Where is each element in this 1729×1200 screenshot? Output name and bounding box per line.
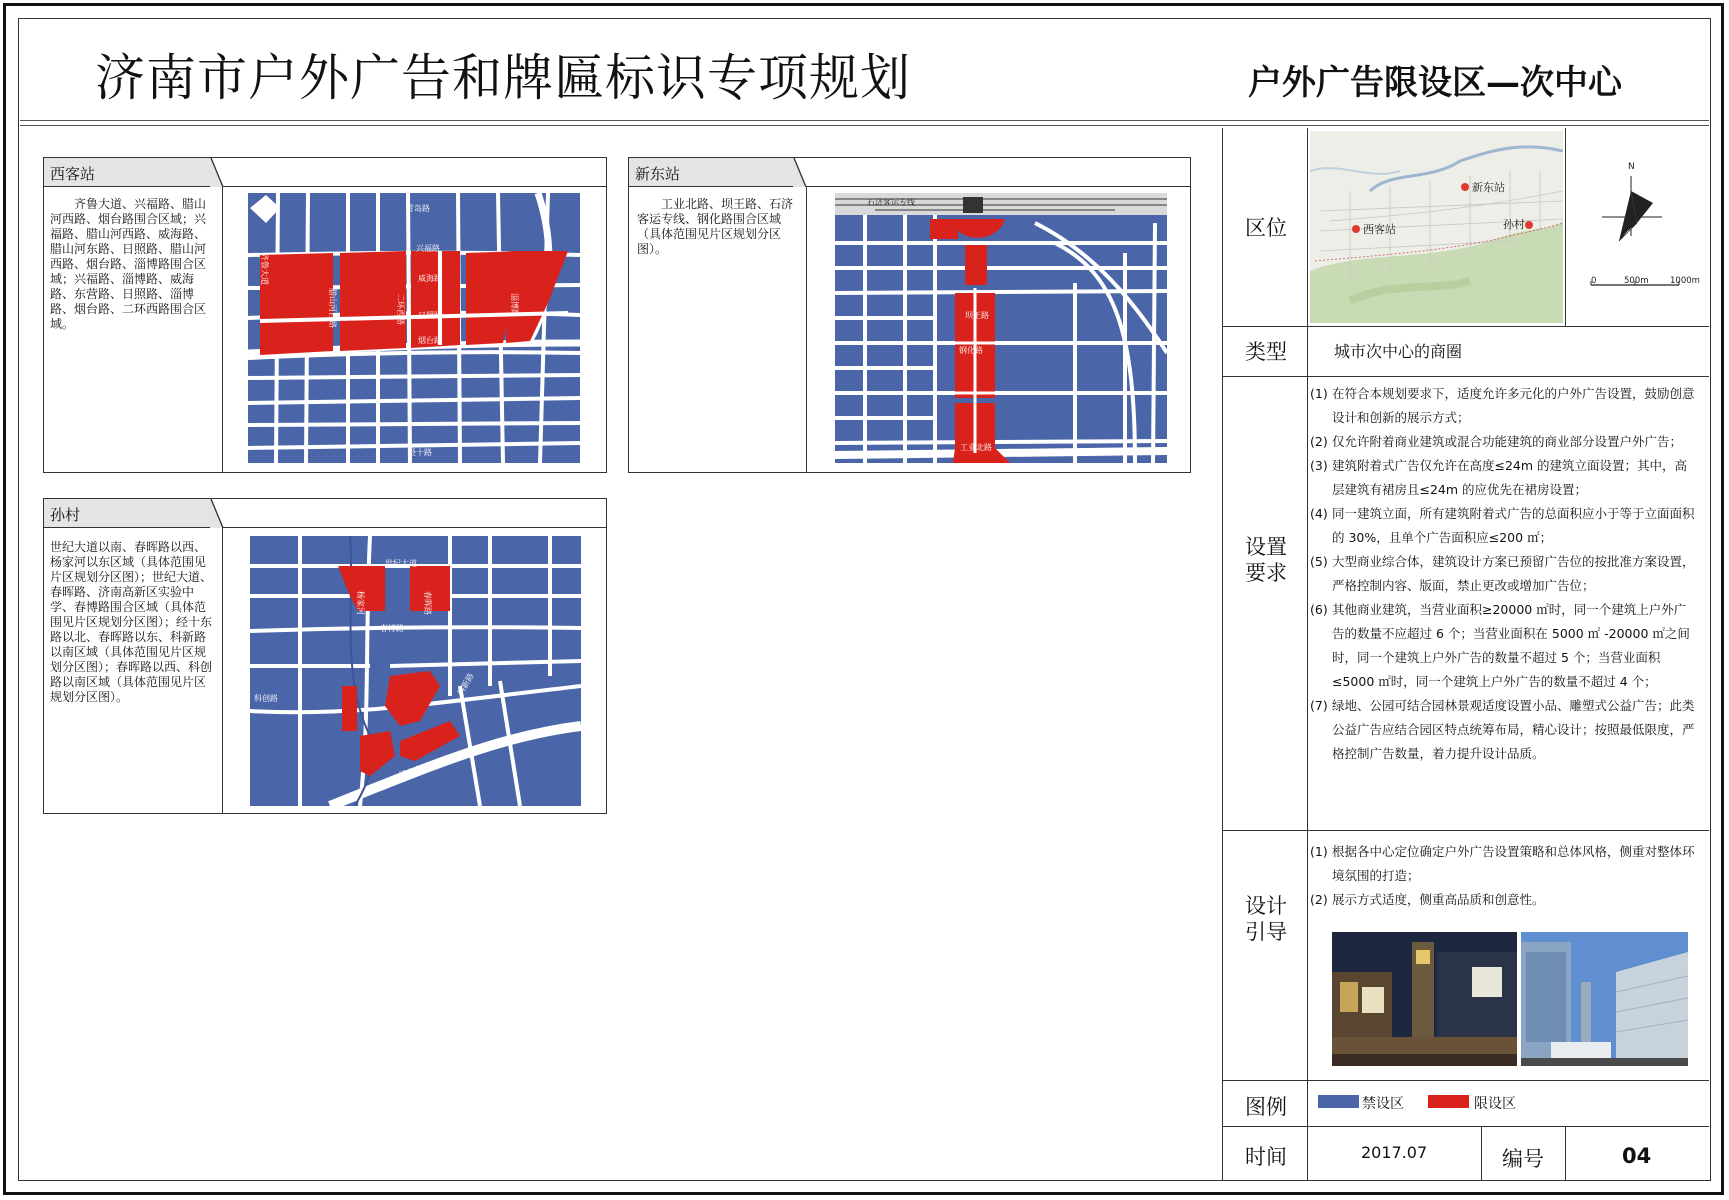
list-item: (1) 在符合本规划要求下，适度允许多元化的户外广告设置，鼓励创意设计和创新的展示方式； — [1310, 386, 1695, 425]
footer-col-line — [1481, 1126, 1482, 1180]
legend-swatch-restricted — [1428, 1095, 1469, 1108]
list-item: (2) 仅允许附着商业建筑或混合功能建筑的商业部分设置户外广告； — [1310, 434, 1683, 449]
panel-description: 工业北路、坝王路、石济客运专线、钢化路围合区域（具体范围见片区规划分区图）。 — [637, 197, 794, 256]
map-suncun-svg — [250, 536, 581, 806]
list-item: (7) 绿地、公园可结合园林景观适度设置小品、雕塑式公益广告；此类公益广告应结合园区特点统筹布局，精心设计；按照最低限度，严格控制广告数量，着力提升设计品质。 — [1310, 698, 1695, 761]
type-value: 城市次中心的商圈 — [1334, 342, 1463, 361]
road-label: 烟台路 — [418, 336, 442, 345]
panel-description: 世纪大道以南、春晖路以西、杨家河以东区域（具体范围见片区规划分区图）；世纪大道、春晖路、济南高新区实验中学、春博路围合区域（具体范围见片区规划分区图）；经十东路以北、春晖路以东、科新路以南区域（具体范围见片区规划分区图）；春晖路以西、科创路以南区域（具体范围见片区规划分区图）。 — [50, 540, 213, 704]
road-label: 钢化路 — [959, 346, 983, 355]
list-item: (3) 建筑附着式广告仅允许在高度≤24m 的建筑立面设置；其中，高层建筑有裙房且≤24m 的应优先在裙房设置； — [1310, 458, 1688, 497]
footer-col-line — [1565, 1126, 1566, 1180]
road-label: 日照路 — [418, 311, 442, 320]
guide-label: 设计引导 — [1245, 894, 1287, 944]
location-map — [1310, 131, 1563, 323]
tab-slant — [793, 158, 807, 187]
time-value: 2017.07 — [1361, 1143, 1428, 1162]
time-label: 时间 — [1245, 1145, 1287, 1169]
panel-xikezhan — [43, 157, 607, 473]
panel-topline — [223, 186, 606, 187]
locmap-divider — [1565, 128, 1566, 326]
panel-divider — [222, 186, 223, 472]
scale-label: 1000m — [1670, 276, 1700, 286]
tab-slant — [210, 158, 224, 187]
place-label-xindong: 新东站 — [1472, 181, 1505, 194]
list-item: (6) 其他商业建筑，当营业面积≥20000 ㎡时，同一个建筑上户外广告的数量不应超过 6 个；当营业面积在 5000 ㎡ -20000 ㎡之间时，同一个建筑上户外广告的数量不超过 5 个；当营业面积≤5000 ㎡时，同一个建筑上户外广告的数量不超过 4 个； — [1310, 602, 1690, 689]
road-label: 腊山河西路 — [328, 288, 337, 328]
legend-label-restricted: 限设区 — [1474, 1096, 1516, 1112]
road-label: 世纪大道 — [385, 559, 417, 568]
panel-title: 西客站 — [50, 165, 96, 183]
road-label: 青岛路 — [406, 204, 430, 213]
type-label: 类型 — [1245, 340, 1287, 364]
photo-commercial-night — [1332, 932, 1517, 1066]
map-xikezhan-svg — [248, 193, 580, 463]
tab-slant — [210, 499, 224, 528]
location-map-svg — [1310, 131, 1563, 323]
number-label: 编号 — [1502, 1147, 1544, 1171]
legend-label-prohibited: 禁设区 — [1362, 1096, 1404, 1112]
compass-scalebar — [1567, 131, 1709, 323]
list-item: (5) 大型商业综合体，建筑设计方案已预留广告位的按批准方案设置，严格控制内容、版面，禁止更改或增加广告位； — [1310, 554, 1695, 593]
row-line — [1222, 326, 1709, 327]
road-label: 齐鲁大道 — [260, 253, 269, 285]
page-subtitle: 户外广告限设区—次中心 — [1248, 63, 1622, 103]
panel-tab — [44, 158, 212, 187]
compass-svg — [1567, 131, 1709, 323]
road-label: 威海路 — [418, 274, 442, 283]
list-item: (4) 同一建筑立面，所有建筑附着式广告的总面积应小于等于立面面积的 30%，且单个广告面积应≤200 ㎡； — [1310, 506, 1695, 545]
photo-commercial-day — [1521, 932, 1688, 1066]
road-label: 经十东路 — [397, 761, 432, 780]
map-xindongzhan — [835, 193, 1167, 463]
road-label: 经十路 — [408, 448, 432, 457]
panel-title: 新东站 — [635, 165, 681, 183]
map-xindongzhan-svg — [835, 193, 1167, 463]
road-label: 杨家河 — [356, 591, 365, 615]
legend-swatch-prohibited — [1318, 1095, 1359, 1108]
place-label-suncun: 孙村 — [1503, 218, 1525, 231]
panel-tab — [629, 158, 795, 187]
panel-topline — [223, 527, 606, 528]
scale-label: 0 — [1591, 276, 1597, 286]
road-label: 坝王路 — [965, 311, 989, 320]
requirements-list — [1310, 382, 1695, 766]
panel-divider — [806, 186, 807, 472]
row-line — [1222, 830, 1709, 831]
list-item: (1) 根据各中心定位确定户外广告设置策略和总体风格，侧重对整体环境氛围的打造； — [1310, 844, 1695, 883]
panel-divider — [222, 527, 223, 813]
row-line — [1222, 1126, 1709, 1127]
road-label: 石济客运专线 — [867, 198, 915, 207]
north-label: N — [1628, 162, 1635, 172]
map-suncun — [250, 536, 581, 806]
panel-xindongzhan — [628, 157, 1191, 473]
road-label: 淄博路 — [510, 293, 519, 317]
panel-tab — [44, 499, 212, 528]
place-label-xike: 西客站 — [1363, 223, 1396, 236]
panel-title: 孙村 — [50, 506, 81, 524]
location-label: 区位 — [1245, 216, 1287, 240]
guide-list — [1310, 840, 1695, 912]
interchange-shape — [250, 195, 280, 223]
panel-topline — [806, 186, 1190, 187]
road-label: 春博路 — [380, 624, 404, 633]
road-label: 科创路 — [254, 694, 278, 703]
road-label: 二环西路 — [396, 293, 405, 325]
row-line — [1222, 376, 1709, 377]
info-col-line — [1307, 128, 1308, 1180]
map-xikezhan — [248, 193, 580, 463]
restricted-zones — [260, 251, 568, 355]
panel-suncun — [43, 498, 607, 814]
requirements-label: 设置要求 — [1245, 535, 1287, 585]
road-label: 科新路 — [455, 671, 476, 697]
legend-label: 图例 — [1245, 1095, 1287, 1119]
road-label: 兴福路 — [416, 244, 440, 253]
row-line — [1222, 1080, 1709, 1081]
scale-label: 500m — [1624, 276, 1649, 286]
road-label: 春晖路 — [423, 591, 432, 615]
panel-description: 齐鲁大道、兴福路、腊山河西路、烟台路围合区域；兴福路、腊山河西路、威海路、腊山河东路、日照路、腊山河西路、烟台路、淄博路围合区域；兴福路、淄博路、威海路、东营路、日照路、淄博路、烟台路、二环西路围合区域。 — [50, 197, 207, 331]
road-label: 工业北路 — [960, 443, 992, 452]
page-title: 济南市户外广告和牌匾标识专项规划 — [95, 49, 911, 107]
number-value: 04 — [1622, 1144, 1652, 1168]
list-item: (2) 展示方式适度，侧重高品质和创意性。 — [1310, 892, 1545, 907]
header-rule — [20, 125, 1709, 126]
